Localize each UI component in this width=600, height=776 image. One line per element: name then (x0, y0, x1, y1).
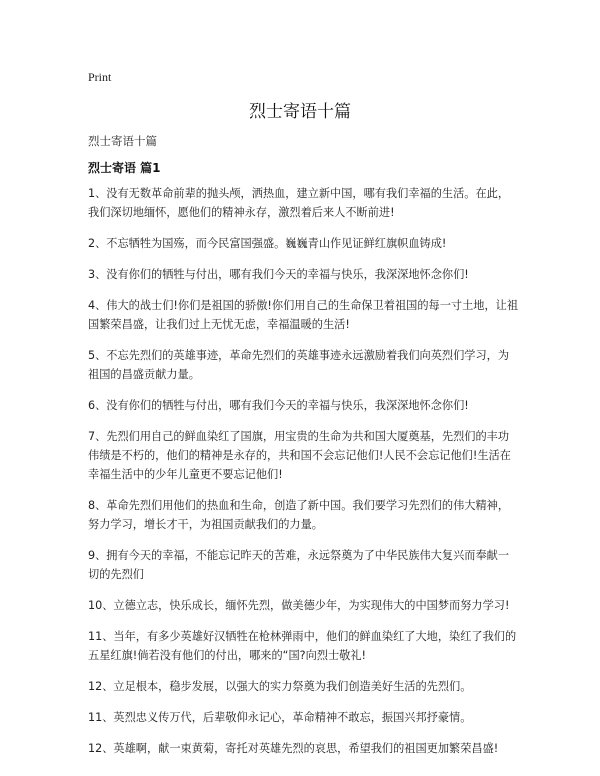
list-item: 11、英烈忠义传万代，后辈敬仰永记心，革命精神不敢忘，振国兴邦抒豪情。 (88, 711, 472, 724)
list-item: 11、当年，有多少英雄好汉牺牲在枪林弹雨中，他们的鲜血染红了大地，染红了我们的五星红旗!倘若没有他们的付出，哪来的“国?向烈士敬礼! (88, 630, 517, 662)
list-item: 10、立德立志，快乐成长，缅怀先烈，做美德少年，为实现伟大的中国梦而努力学习! (88, 599, 510, 612)
section-heading: 烈士寄语 篇1 (88, 161, 161, 175)
list-item: 9、拥有今天的幸福，不能忘记昨天的苦难，永远祭奠为了中华民族伟大复兴而奉献一切的先烈们 (88, 549, 510, 581)
list-item: 7、先烈们用自己的鲜血染红了国旗，用宝贵的生命为共和国大厦奠基，先烈们的丰功伟绩是不朽的，他们的精神是永存的，共和国不会忘记他们!人民不会忘记他们!生活在幸福生活中的少年儿童更不要忘记他们! (88, 430, 511, 481)
print-link[interactable]: Print (88, 70, 112, 84)
list-item: 6、没有你们的牺牲与付出，哪有我们今天的幸福与快乐，我深深地怀念你们! (88, 399, 469, 412)
page-title: 烈士寄语十篇 (249, 102, 351, 122)
list-item: 8、革命先烈们用他们的热血和生命，创造了新中国。我们要学习先烈们的伟大精神，努力学习，增长才干，为祖国贡献我们的力量。 (88, 499, 510, 531)
paragraph-list (88, 184, 520, 770)
list-item: 4、伟大的战士们!你们是祖国的骄傲!你们用自己的生命保卫着祖国的每一寸土地，让祖国繁荣昌盛，让我们过上无忧无虑，幸福温暖的生活! (88, 299, 519, 331)
list-item: 12、英雄啊，献一束黄菊，寄托对英雄先烈的哀思，希望我们的祖国更加繁荣昌盛! (88, 742, 499, 755)
list-item: 5、不忘先烈们的英雄事迹，革命先烈们的英雄事迹永远激励着我们向英烈们学习，为祖国的昌盛贡献力量。 (88, 349, 510, 381)
list-item: 12、立足根本，稳步发展，以强大的实力祭奠为我们创造美好生活的先烈们。 (88, 680, 472, 693)
list-item: 1、没有无数革命前辈的抛头颅，洒热血，建立新中国，哪有我们幸福的生活。在此，我们深切地缅怀，愿他们的精神永存，激烈着后来人不断前进! (88, 187, 510, 219)
list-item: 2、不忘牺牲为国殇，而今民富国强盛。巍巍青山作见证鲜红旗帜血铸成! (88, 237, 447, 250)
list-item: 3、没有你们的牺牲与付出，哪有我们今天的幸福与快乐，我深深地怀念你们! (88, 268, 469, 281)
document-subtitle: 烈士寄语十篇 (88, 134, 157, 148)
